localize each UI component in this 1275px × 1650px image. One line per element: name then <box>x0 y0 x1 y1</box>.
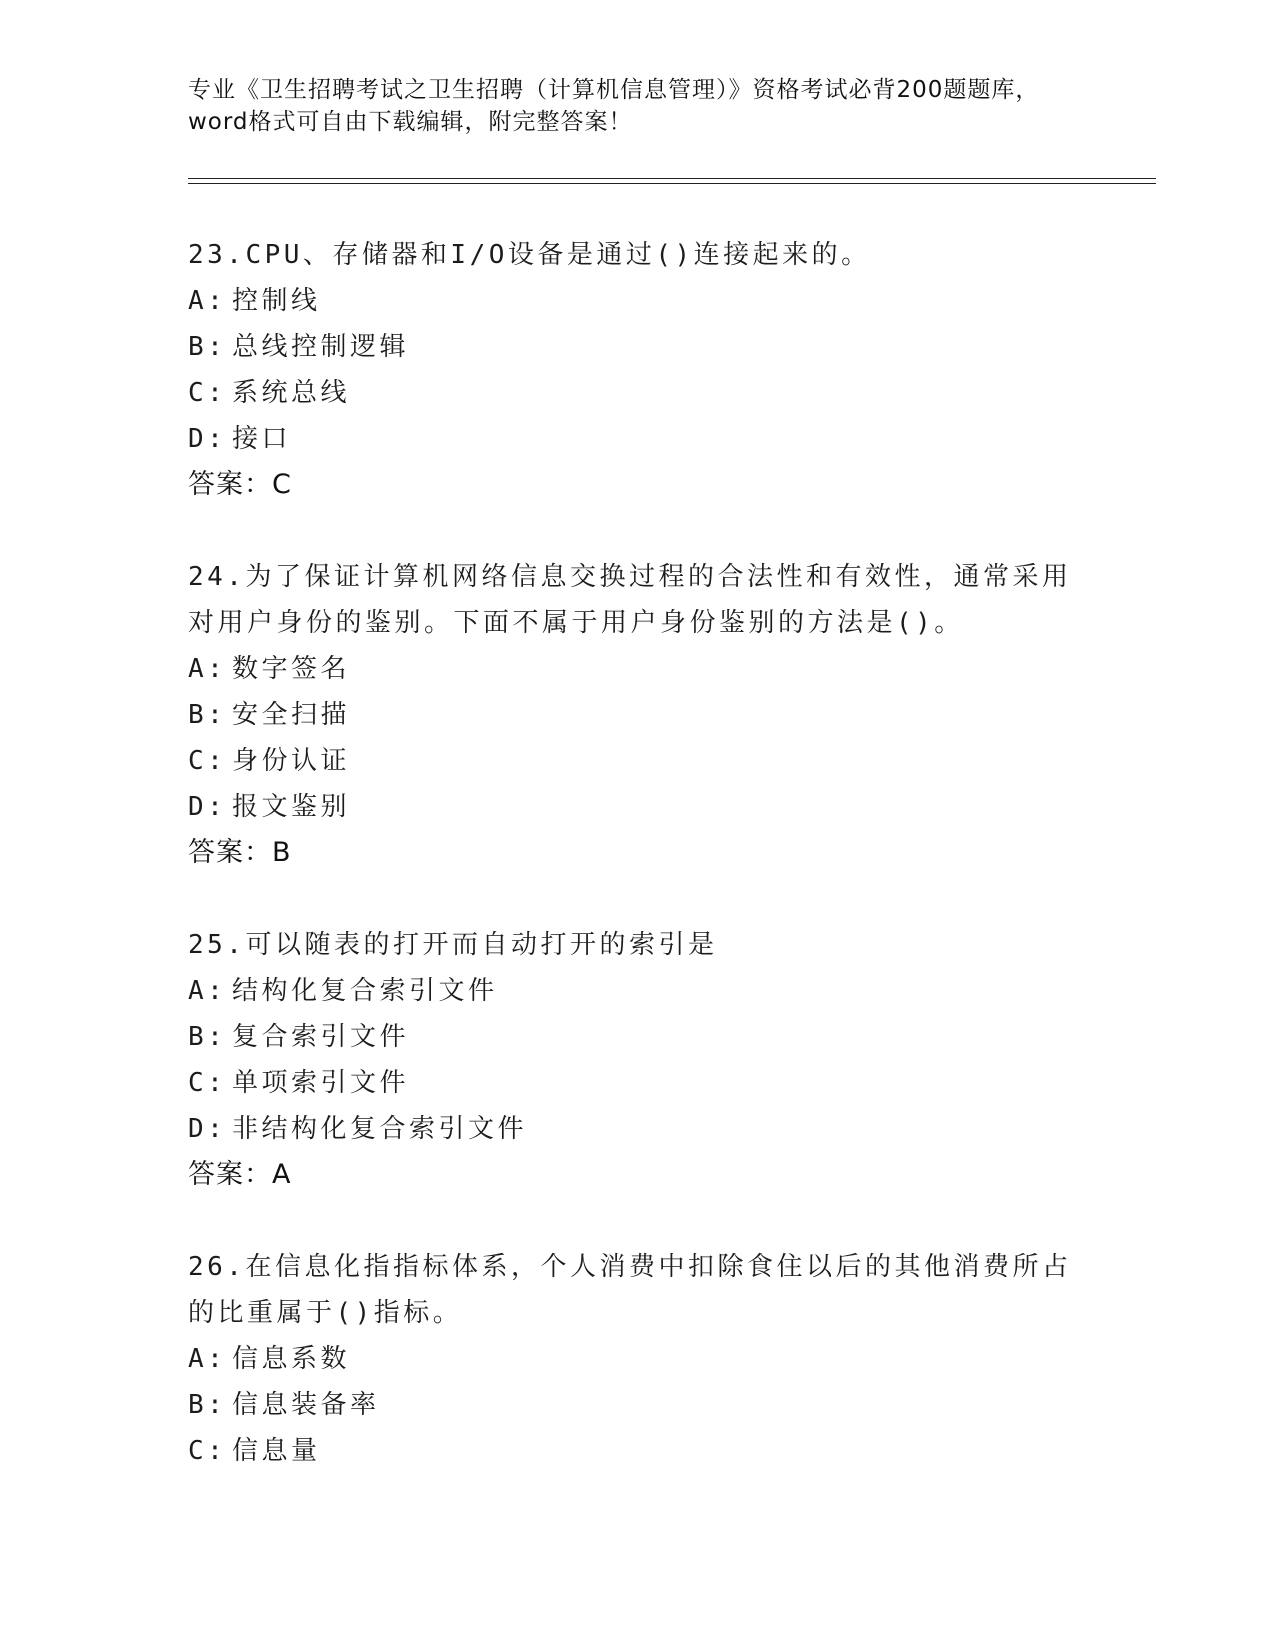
option-d <box>188 1106 1088 1152</box>
option-letter: A: <box>188 654 227 684</box>
option-letter: D: <box>188 1114 227 1144</box>
option-letter: D: <box>188 792 227 822</box>
option-letter: C: <box>188 746 227 776</box>
option-text: 接口 <box>232 424 292 454</box>
option-text: 总线控制逻辑 <box>232 332 410 362</box>
question-text: 25.可以随表的打开而自动打开的索引是 <box>188 930 718 960</box>
option-text: 安全扫描 <box>232 700 351 730</box>
option-c <box>188 1060 1088 1106</box>
option-letter: A: <box>188 1344 227 1374</box>
header-line-2: word格式可自由下载编辑，附完整答案！ <box>188 109 633 135</box>
option-a <box>188 1336 1088 1382</box>
option-text: 信息量 <box>232 1436 321 1466</box>
option-text: 非结构化复合索引文件 <box>232 1114 528 1144</box>
option-text: 系统总线 <box>232 378 351 408</box>
option-letter: B: <box>188 1022 227 1052</box>
question-23 <box>188 232 1088 508</box>
option-text: 数字签名 <box>232 654 351 684</box>
question-text: 23.CPU、存储器和I/O设备是通过()连接起来的。 <box>188 240 871 270</box>
option-letter: D: <box>188 424 227 454</box>
option-b <box>188 324 1088 370</box>
option-text: 结构化复合索引文件 <box>232 976 498 1006</box>
option-c <box>188 1428 1088 1474</box>
question-24 <box>188 554 1088 876</box>
option-text: 单项索引文件 <box>232 1068 410 1098</box>
option-letter: C: <box>188 1436 227 1466</box>
question-text: 24.为了保证计算机网络信息交换过程的合法性和有效性，通常采用对用户身份的鉴别。下面不属于用户身份鉴别的方法是()。 <box>188 562 1072 638</box>
option-text: 复合索引文件 <box>232 1022 410 1052</box>
option-d <box>188 784 1088 830</box>
question-list <box>188 232 1088 1520</box>
option-d <box>188 416 1088 462</box>
answer-line: 答案：B <box>188 837 292 868</box>
question-25 <box>188 922 1088 1198</box>
option-letter: B: <box>188 1390 227 1420</box>
option-text: 控制线 <box>232 286 321 316</box>
question-text: 26.在信息化指指标体系，个人消费中扣除食住以后的其他消费所占的比重属于()指标。 <box>188 1252 1072 1328</box>
answer-line: 答案：A <box>188 1159 292 1190</box>
option-b <box>188 1382 1088 1428</box>
option-letter: C: <box>188 1068 227 1098</box>
option-letter: A: <box>188 286 227 316</box>
option-text: 信息系数 <box>232 1344 351 1374</box>
option-text: 信息装备率 <box>232 1390 380 1420</box>
option-c <box>188 738 1088 784</box>
option-letter: C: <box>188 378 227 408</box>
option-b <box>188 1014 1088 1060</box>
option-a <box>188 968 1088 1014</box>
option-a <box>188 646 1088 692</box>
document-header <box>188 74 1088 138</box>
question-26 <box>188 1244 1088 1474</box>
option-b <box>188 692 1088 738</box>
option-letter: B: <box>188 332 227 362</box>
option-text: 报文鉴别 <box>232 792 351 822</box>
option-letter: B: <box>188 700 227 730</box>
option-letter: A: <box>188 976 227 1006</box>
header-divider-bottom <box>188 183 1156 184</box>
answer-line: 答案：C <box>188 469 292 500</box>
option-text: 身份认证 <box>232 746 351 776</box>
header-line-1: 专业《卫生招聘考试之卫生招聘（计算机信息管理）》资格考试必背200题题库， <box>188 77 1040 103</box>
header-divider-top <box>188 178 1156 179</box>
option-a <box>188 278 1088 324</box>
option-c <box>188 370 1088 416</box>
